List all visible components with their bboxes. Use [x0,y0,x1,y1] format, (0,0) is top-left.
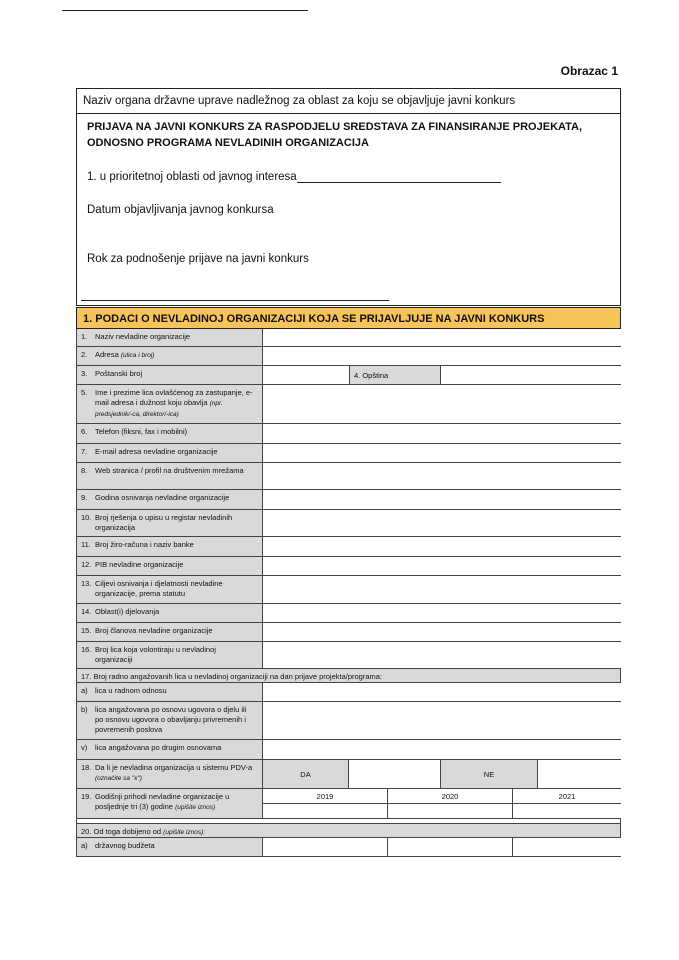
table-row [76,490,621,510]
bank-account-input[interactable] [263,537,621,556]
row-label [76,510,263,536]
table-row [76,683,621,702]
table-row [76,385,621,424]
row-label [76,683,263,701]
row-label [76,702,263,739]
employees-input[interactable] [263,683,621,701]
budget-2019-input[interactable] [263,838,387,856]
row-text: Godišnji prihodi nevladine organizacije u posljednje tri (3) godine [95,792,230,811]
row-number: 3. [81,369,88,378]
form-title-line-1: PRIJAVA NA JAVNI KONKURS ZA RASPODJELU SREDSTAVA ZA FINANSIRANJE PROJEKATA, [87,121,583,133]
row-label [76,463,263,489]
row-values [263,760,621,788]
table-row [76,838,621,857]
row-text: Oblast(i) djelovanja [95,607,160,616]
table-row [76,537,621,557]
row-label [76,642,263,668]
row-number: 10. [81,513,92,522]
row-number: a) [81,686,88,695]
form-title [77,114,620,151]
vat-yes-label: DA [263,760,348,788]
funding-heading [77,824,620,836]
employees-heading: 17. Broj radno angažovanih lica u nevladinoj organizaciji na dan prijave projekta/programa: [81,672,383,681]
organization-table [76,329,621,857]
row-label [76,347,263,365]
table-row [76,824,621,838]
table-row [76,329,621,347]
row-number: v) [81,743,88,752]
row-label [76,623,263,641]
registration-number-input[interactable] [263,510,621,536]
table-row [76,347,621,366]
row-number: 14. [81,607,92,616]
row-text: državnog budžeta [95,841,155,850]
row-text: Telefon (fiksni, fax i mobilni) [95,427,188,436]
row-text: Godina osnivanja nevladine organizacije [95,493,230,502]
income-2019-input[interactable] [263,803,387,818]
row-number: 12. [81,560,92,569]
row-number: 18. [81,763,92,772]
budget-2021-input[interactable] [512,838,621,856]
row-values [263,838,621,856]
row-label [76,490,263,509]
row-number: 9. [81,493,88,502]
row-text: E-mail adresa nevladine organizacije [95,447,218,456]
phone-input[interactable] [263,424,621,443]
funding-heading-note: (upišite iznos): [163,829,206,836]
municipality-input[interactable] [440,366,621,384]
year-2021-header: 2021 [512,789,621,803]
table-row [76,424,621,444]
row-number: 7. [81,447,88,456]
table-row [76,557,621,576]
row-text: Poštanski broj [95,369,143,378]
row-text: Broj žiro-računa i naziv banke [95,540,194,549]
row-text: lica angažovana po drugim osnovama [95,743,222,752]
deadline-label: Rok za podnošenje prijave na javni konkurs [87,253,309,265]
header-frame [76,88,621,306]
vat-yes-checkbox[interactable] [348,760,440,788]
row-note: (upišite iznos) [175,804,216,811]
row-text: Broj članova nevladine organizacije [95,626,213,635]
row-label [76,385,263,423]
row-label [76,576,263,603]
publication-date-label: Datum objavljivanja javnog konkursa [87,204,274,216]
row-number: 11. [81,540,91,549]
row-number: b) [81,705,88,714]
vat-no-checkbox[interactable] [537,760,621,788]
org-name-input[interactable] [263,329,621,346]
row-label [76,604,263,622]
representative-input[interactable] [263,385,621,423]
row-text: Broj lica koja volontiraju u nevladinoj organizaciji [95,645,216,664]
row-note: (ulica i broj) [120,352,155,359]
form-number: Obrazac 1 [560,64,618,78]
income-2020-input[interactable] [387,803,512,818]
funding-heading-text: 20. Od toga dobijeno od [81,827,162,836]
other-workers-input[interactable] [263,740,621,759]
priority-area-label: 1. u prioritetnoj oblasti od javnog interesa [87,171,297,183]
row-text: lica u radnom odnosu [95,686,167,695]
deadline-blank[interactable] [81,300,389,301]
row-number: 1. [81,332,88,341]
row-note: (označite sa "x") [95,775,142,782]
section-1-header: 1. PODACI O NEVLADINOJ ORGANIZACIJI KOJA SE PRIJAVLJUJE NA JAVNI KONKURS [76,307,621,329]
row-label [76,789,263,818]
row-label [76,557,263,575]
row-number: 19. [81,792,92,801]
goals-input[interactable] [263,576,621,603]
table-row [76,760,621,789]
table-row [76,604,621,623]
row-label [76,366,263,384]
authority-name-field[interactable]: Naziv organa državne uprave nadležnog za oblast za koju se objavljuje javni konkurs [77,89,620,114]
row-text: PIB nevladine organizacije [95,560,184,569]
table-row [76,576,621,604]
row-values [263,789,621,818]
year-2019-header: 2019 [316,791,334,801]
email-input[interactable] [263,444,621,462]
row-label [76,838,263,856]
table-row [76,702,621,740]
row-label [76,329,263,346]
row-text: Broj rješenja o upisu u registar nevladinih organizacija [95,513,233,532]
table-row [76,366,621,385]
row-label [76,760,263,788]
members-input[interactable] [263,623,621,641]
row-label [76,424,263,443]
priority-area-blank[interactable] [297,169,501,183]
table-row [76,740,621,760]
table-row [76,444,621,463]
row-number: 6. [81,427,88,436]
row-text: Naziv nevladine organizacije [95,332,191,341]
row-text: Ime i prezime lica ovlašćenog za zastupanje, e-mail adresa i dužnost koju obavlja [95,388,253,407]
row-number: 13. [81,579,92,588]
municipality-label: 4. Opština [349,366,440,384]
founding-year-input[interactable] [263,490,621,509]
row-number: 16. [81,645,92,654]
table-row [76,510,621,537]
budget-2020-input[interactable] [387,838,512,856]
table-row [76,463,621,490]
row-number: 15. [81,626,92,635]
year-2020-header: 2020 [387,789,512,803]
vat-no-label: NE [440,760,537,788]
volunteers-input[interactable] [263,642,621,668]
row-text: Adresa [95,350,119,359]
postal-code-input[interactable] [263,366,349,384]
income-2021-input[interactable] [512,803,621,818]
row-text: lica angažovana po osnovu ugovora o djelu ili po osnovu ugovora o obavljanju privremenih i povremenih poslova [95,705,247,734]
table-row [76,669,621,683]
row-number: 5. [81,388,88,397]
table-row [76,789,621,819]
row-label [76,537,263,556]
row-label [76,444,263,462]
table-row [76,642,621,669]
address-input[interactable] [263,347,621,365]
row-note: (npr. predsjednik/-ca, direktor/-ica) [95,400,223,418]
row-text: Web stranica / profil na društvenim mrežama [95,466,244,475]
pib-input[interactable] [263,557,621,575]
table-row [76,623,621,642]
form-title-line-2: ODNOSNO PROGRAMA NEVLADINIH ORGANIZACIJA [87,137,369,149]
row-number: a) [81,841,88,850]
priority-area-field[interactable] [87,169,501,183]
row-label [76,740,263,759]
row-text: Ciljevi osnivanja i djelatnosti nevladine organizacije, prema statutu [95,579,223,598]
row-number: 8. [81,466,88,475]
contract-workers-input[interactable] [263,702,621,739]
website-input[interactable] [263,463,621,489]
row-text: Da li je nevladina organizacija u sistemu PDV-a [95,763,253,772]
row-number: 2. [81,350,88,359]
top-rule [62,10,308,11]
row-values [263,366,621,384]
areas-input[interactable] [263,604,621,622]
